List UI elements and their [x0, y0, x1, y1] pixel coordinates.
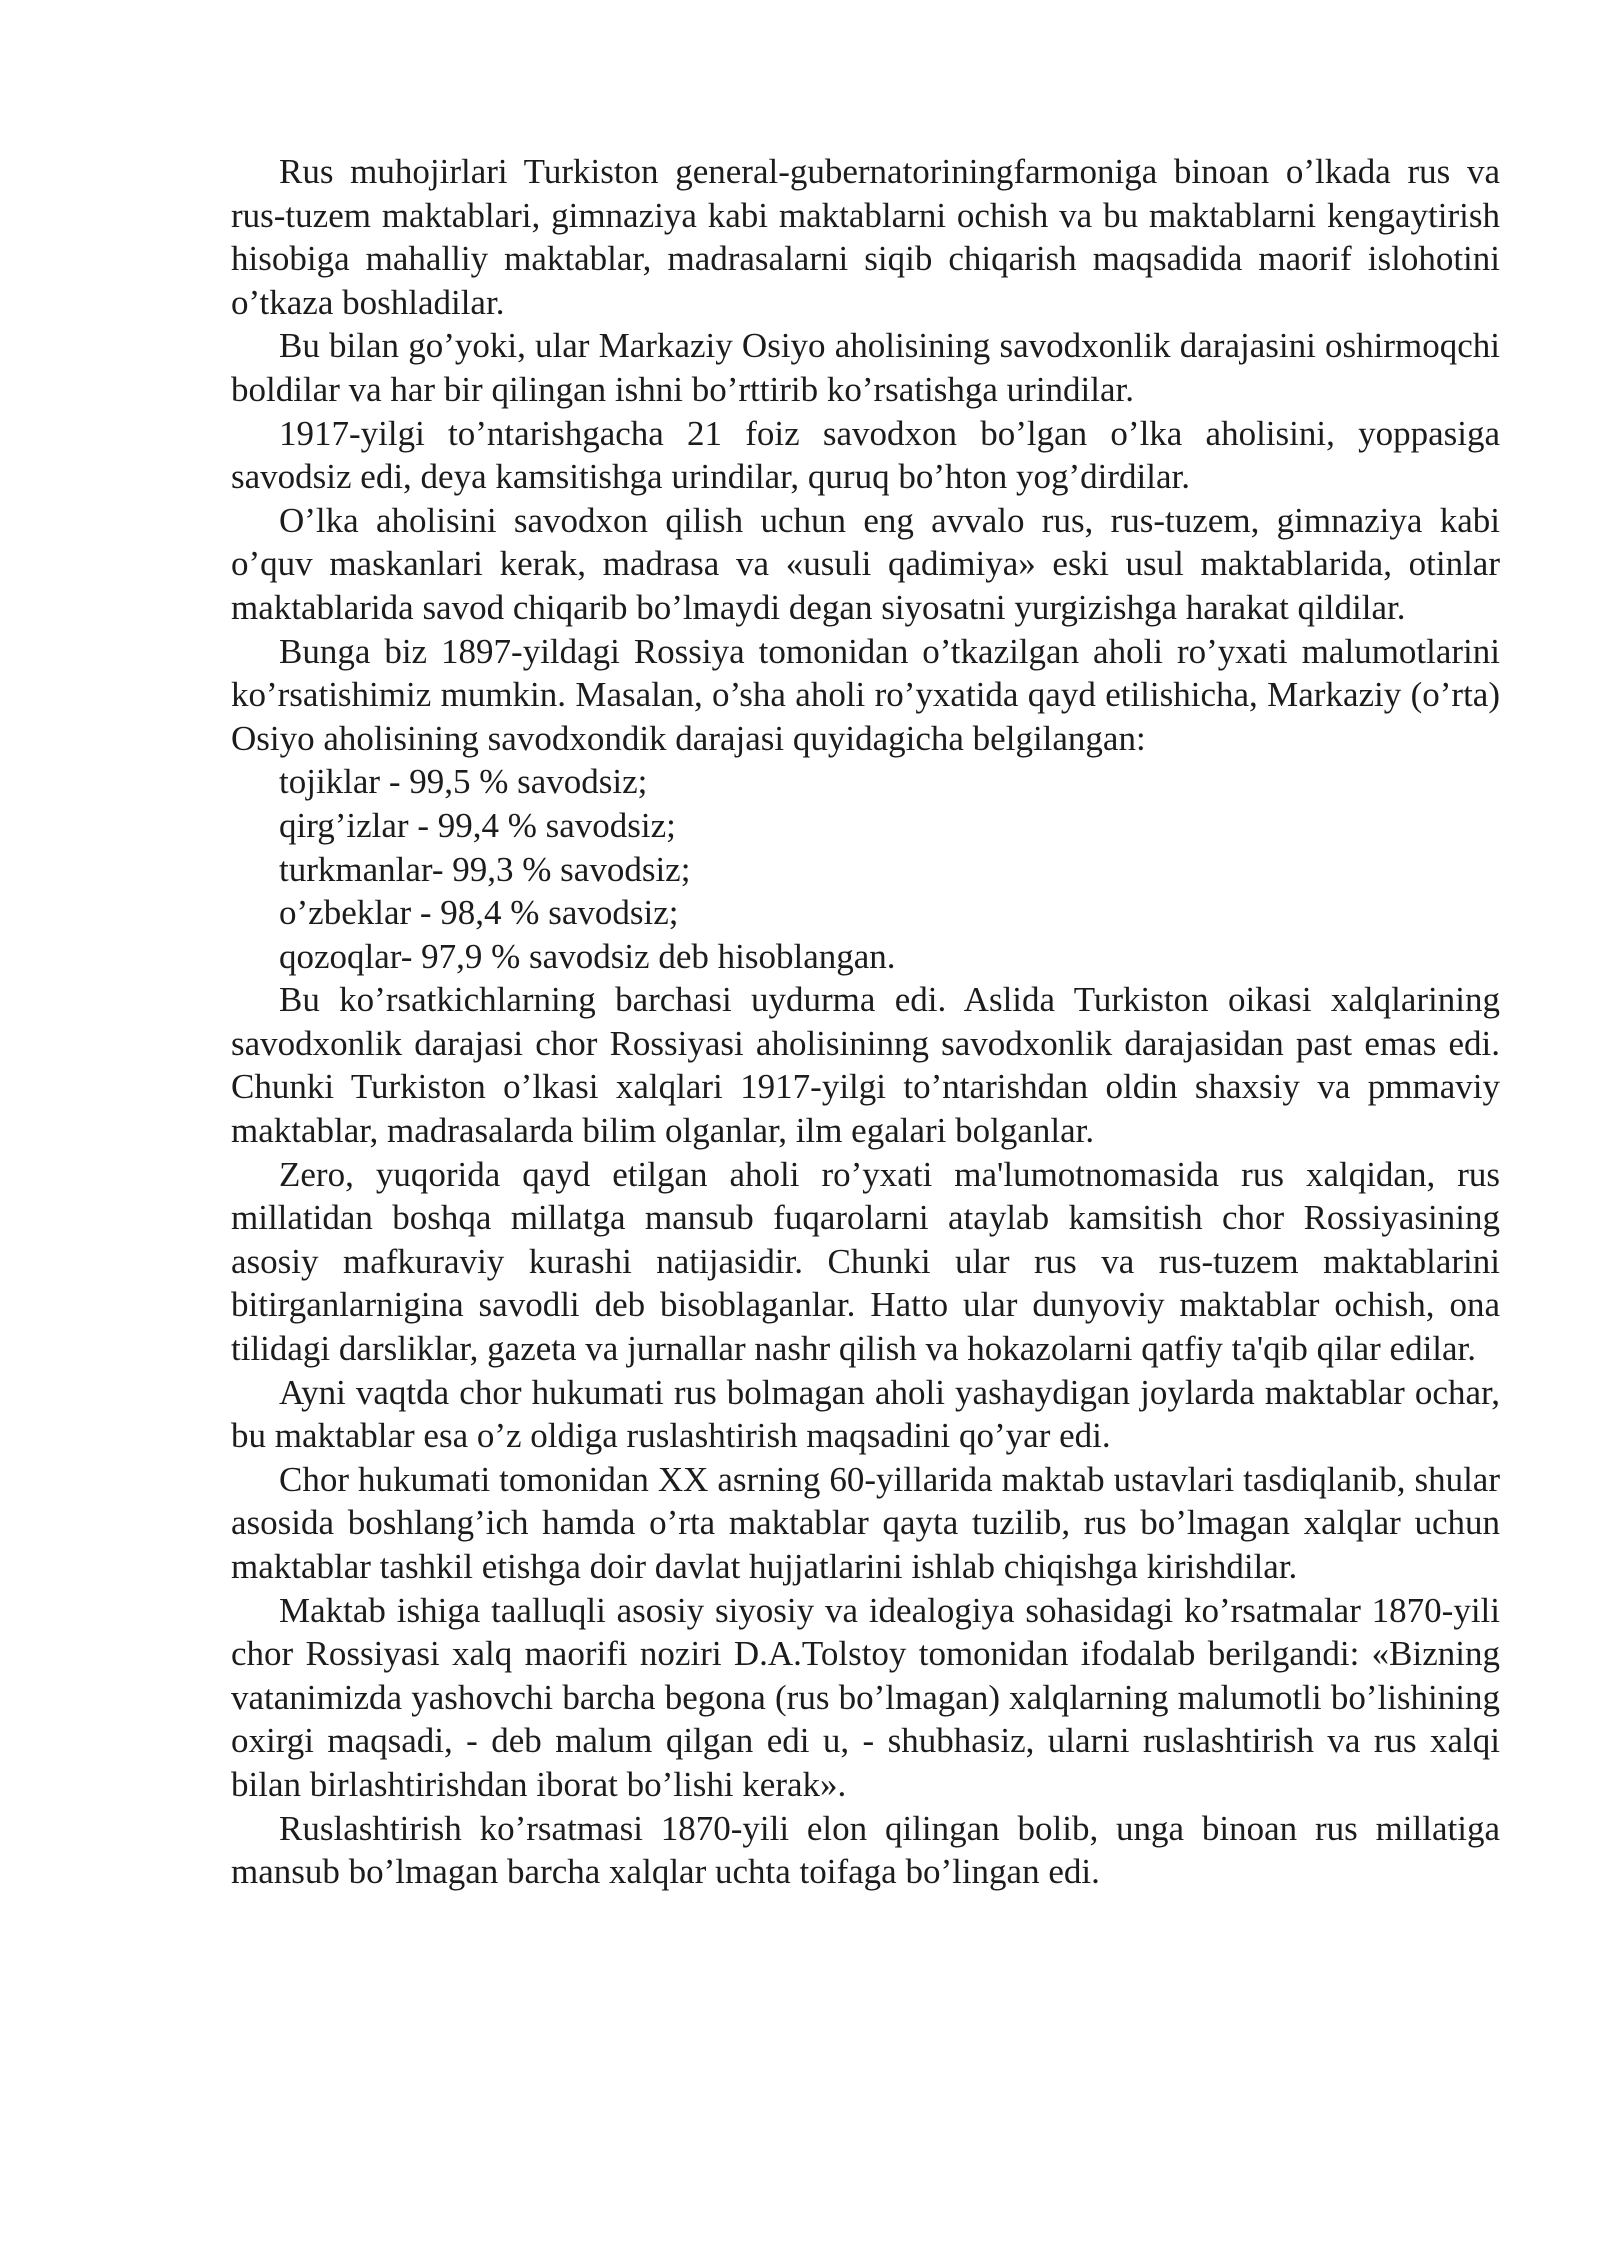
list-item-tajiks: tojiklar - 99,5 % savodsiz; — [279, 762, 648, 802]
paragraph-11: Ruslashtirish ko’rsatmasi 1870-yili elon qilingan bolib, unga binoan rus millatiga mansub bo’lmagan barcha xalqlar uchta toifaga bo’lingan edi. — [231, 1808, 1500, 1892]
paragraph-5: Bunga biz 1897-yildagi Rossiya tomonidan o’tkazilgan aholi ro’yxati malumotlarini ko’rsatishimiz mumkin. Masalan, o’sha aholi ro’yxatida qayd etilishicha, Markaziy (o’rta) Osiyo aholisining savodxondik darajasi quyidagicha belgilangan: — [231, 631, 1500, 758]
paragraph-1: Rus muhojirlari Turkiston general-gubernatoriningfarmoniga binoan o’lkada rus va rus-tuzem maktablari, gimnaziya kabi maktablarni ochish va bu maktablarni kengaytirish hisobiga mahalliy maktablar, madrasalarni siqib chiqarish maqsadida maorif islohotini o’tkaza boshladilar. — [231, 152, 1500, 322]
document-page — [231, 150, 1500, 1894]
list-item-kyrgyz: qirg’izlar - 99,4 % savodsiz; — [279, 805, 676, 845]
list-item-kazakhs: qozoqlar- 97,9 % savodsiz deb hisoblangan. — [279, 936, 896, 976]
paragraph-9: Chor hukumati tomonidan XX asrning 60-yillarida maktab ustavlari tasdiqlanib, shular asosida boshlang’ich hamda o’rta maktablar qayta tuzilib, rus bo’lmagan xalqlar uchun maktablar tashkil etishga doir davlat hujjatlarini ishlab chiqishga kirishdilar. — [231, 1459, 1500, 1586]
paragraph-4: O’lka aholisini savodxon qilish uchun eng avvalo rus, rus-tuzem, gimnaziya kabi o’quv maskanlari kerak, madrasa va «usuli qadimiya» eski usul maktablarida, otinlar maktablarida savod chiqarib bo’lmaydi degan siyosatni yurgizishga harakat qildilar. — [231, 500, 1500, 627]
paragraph-2: Bu bilan go’yoki, ular Markaziy Osiyo aholisining savodxonlik darajasini oshirmoqchi boldilar va har bir qilingan ishni bo’rttirib ko’rsatishga urindilar. — [231, 326, 1500, 409]
literacy-list — [231, 760, 1500, 978]
list-item-uzbeks: o’zbeklar - 98,4 % savodsiz; — [279, 893, 679, 933]
paragraph-6: Bu ko’rsatkichlarning barchasi uydurma edi. Aslida Turkiston oikasi xalqlarining savodxonlik darajasi chor Rossiyasi aholisininng savodxonlik darajasidan past emas edi. Chunki Turkiston o’lkasi xalqlari 1917-yilgi to’ntarishdan oldin shaxsiy va pmmaviy maktablar, madrasalarda bilim olganlar, ilm egalari bolganlar. — [231, 980, 1500, 1151]
paragraph-10: Maktab ishiga taalluqli asosiy siyosiy va idealogiya sohasidagi ko’rsatmalar 1870-yili chor Rossiyasi xalq maorifi noziri D.A.Tolstoy tomonidan ifodalab berilgandi: «Bizning vatanimizda yashovchi barcha begona (rus bo’lmagan) xalqlarning malumotli bo’lishining oxirgi maqsadi, - deb malum qilgan edi u, - shubhasiz, ularni ruslashtirish va rus xalqi bilan birlashtirishdan iborat bo’lishi kerak». — [231, 1590, 1500, 1804]
paragraph-3: 1917-yilgi to’ntarishgacha 21 foiz savodxon bo’lgan o’lka aholisini, yoppasiga savodsiz edi, deya kamsitishga urindilar, quruq bo’hton yog’dirdilar. — [231, 413, 1500, 497]
list-item-turkmens: turkmanlar- 99,3 % savodsiz; — [279, 849, 691, 889]
paragraph-8: Ayni vaqtda chor hukumati rus bolmagan aholi yashaydigan joylarda maktablar ochar, bu maktablar esa o’z oldiga ruslashtirish maqsadini qo’yar edi. — [231, 1372, 1500, 1456]
paragraph-7: Zero, yuqorida qayd etilgan aholi ro’yxati ma'lumotnomasida rus xalqidan, rus millatidan boshqa millatga mansub fuqarolarni ataylab kamsitish chor Rossiyasining asosiy mafkuraviy kurashi natijasidir. Chunki ular rus va rus-tuzem maktablarini bitirganlarnigina savodli deb bisoblaganlar. Hatto ular dunyoviy maktablar ochish, ona tilidagi darsliklar, gazeta va jurnallar nashr qilish va hokazolarni qatfiy ta'qib qilar edilar. — [231, 1154, 1500, 1369]
